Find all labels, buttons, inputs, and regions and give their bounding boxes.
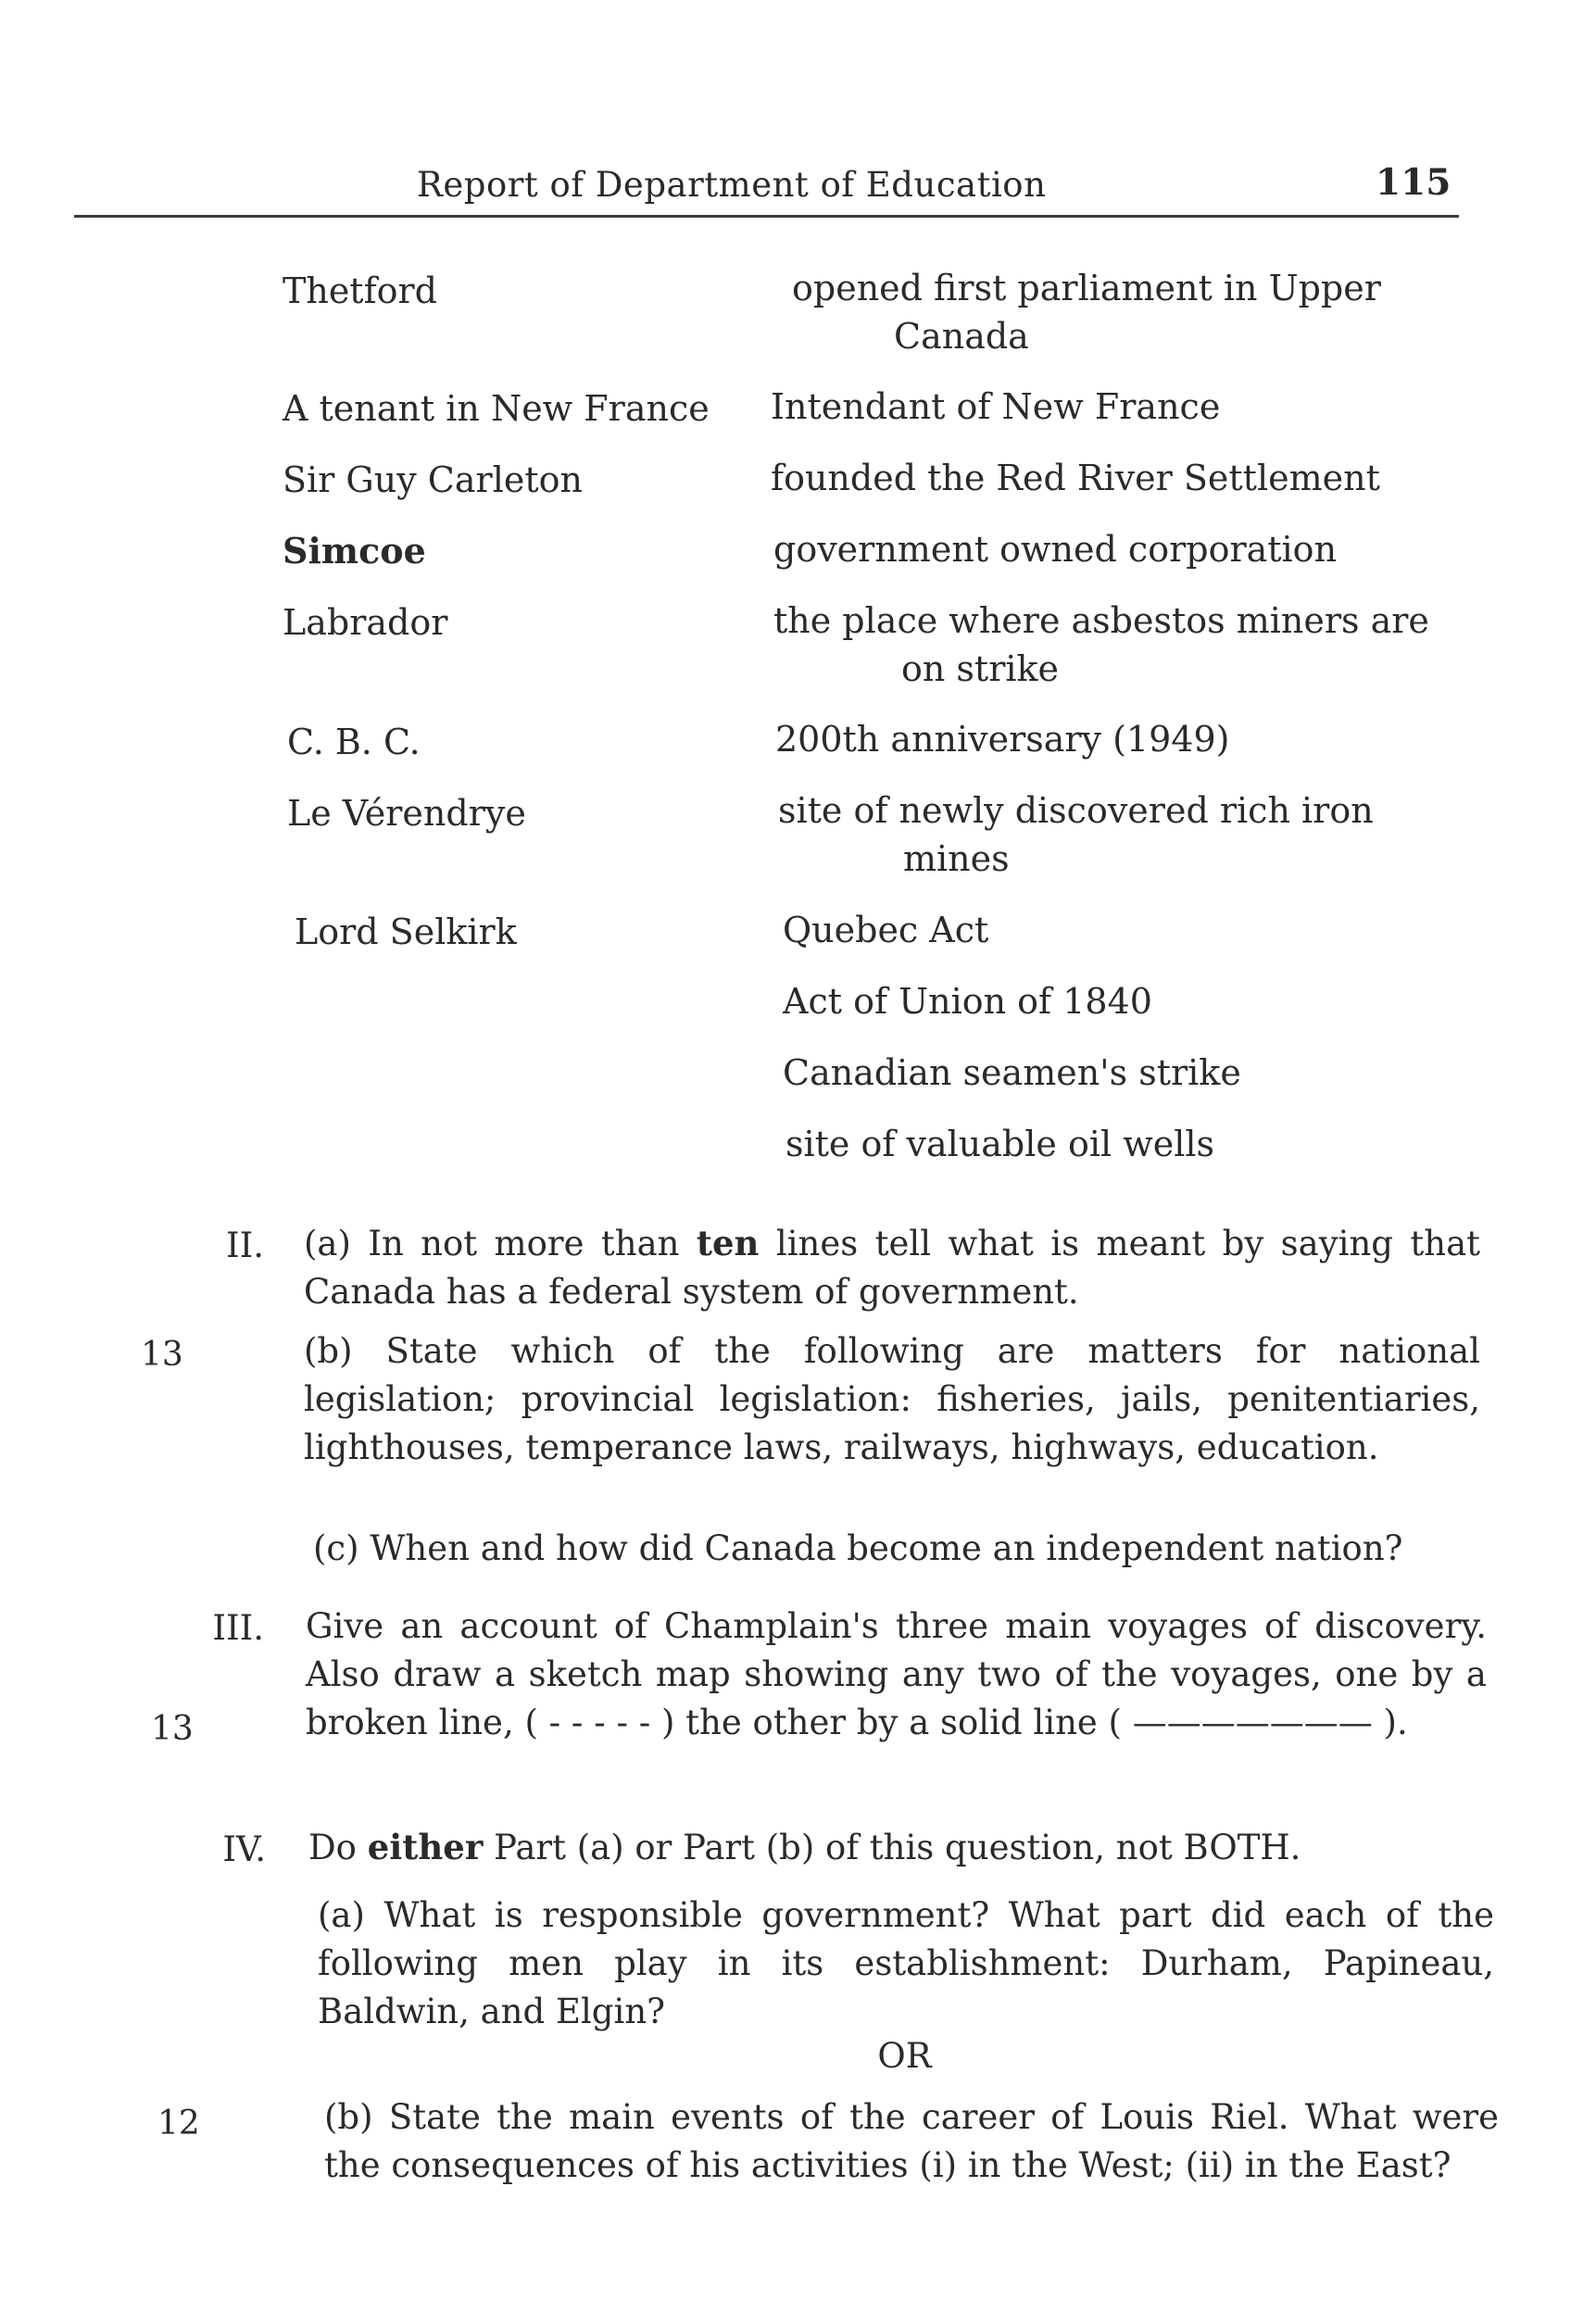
- match-right-item: government owned corporation: [773, 529, 1338, 570]
- match-right-item: Act of Union of 1840: [783, 981, 1152, 1022]
- match-left-item: C. B. C.: [287, 722, 421, 762]
- match-left-item: Le Vérendrye: [287, 793, 526, 834]
- match-left-item: Thetford: [283, 270, 438, 311]
- question-2-part-c: (c) When and how did Canada become an independent nation?: [313, 1528, 1403, 1568]
- question-3-text: Give an account of Champlain's three main voyages of discovery. Also draw a sketch map showing any two of the voyages, one by a broken line, ( - - - - - ) the other by a solid line ( ——————— ).: [306, 1606, 1487, 1742]
- match-right-item: 200th anniversary (1949): [775, 719, 1230, 760]
- question-marks: 12: [157, 2105, 200, 2143]
- match-right-item: opened first parliament in Upper Canada: [792, 268, 1381, 357]
- question-marks: 13: [151, 1710, 194, 1748]
- question-4-intro: Do either Part (a) or Part (b) of this question, not BOTH.: [308, 1827, 1301, 1867]
- match-left-item: A tenant in New France: [283, 388, 710, 429]
- match-left-item: Labrador: [283, 602, 448, 643]
- match-right-item: Intendant of New France: [771, 386, 1221, 427]
- match-left-item: Sir Guy Carleton: [283, 459, 583, 500]
- question-4-part-b: (b) State the main events of the career of Louis Riel. What were the consequences of his activities (i) in the West; (ii) in the East?: [324, 2097, 1499, 2185]
- match-right-item: founded the Red River Settlement: [771, 458, 1380, 498]
- or-separator: OR: [877, 2036, 932, 2076]
- header-rule: [74, 215, 1459, 218]
- question-4-part-a: (a) What is responsible government? What part did each of the following men play in its establishment: Durham, Papineau, Baldwin, and Elgin?: [318, 1895, 1494, 2031]
- question-2-part-a: (a) In not more than ten lines tell what is meant by saying that Canada has a federal system of government.: [304, 1223, 1480, 1312]
- match-right-item: site of newly discovered rich iron mines: [778, 790, 1374, 879]
- match-right-item: the place where asbestos miners are on strike: [773, 600, 1429, 689]
- match-right-item: Quebec Act: [783, 910, 989, 950]
- match-right-item: site of valuable oil wells: [785, 1124, 1215, 1164]
- match-left-item: Lord Selkirk: [295, 911, 517, 952]
- running-header: Report of Department of Education: [417, 165, 1047, 205]
- match-right-item: Canadian seamen's strike: [783, 1052, 1241, 1093]
- page-number: 115: [1376, 161, 1451, 204]
- question-number: IV.: [222, 1829, 266, 1869]
- question-2-part-b: (b) State which of the following are matters for national legislation; provincial legislation: fisheries, jails, penitentiaries, lighthouses, temperance laws, railways, highways, education.: [304, 1331, 1480, 1467]
- question-number: II.: [226, 1225, 264, 1265]
- question-number: III.: [212, 1608, 264, 1648]
- match-left-item: Simcoe: [283, 530, 426, 572]
- question-marks: 13: [141, 1336, 183, 1374]
